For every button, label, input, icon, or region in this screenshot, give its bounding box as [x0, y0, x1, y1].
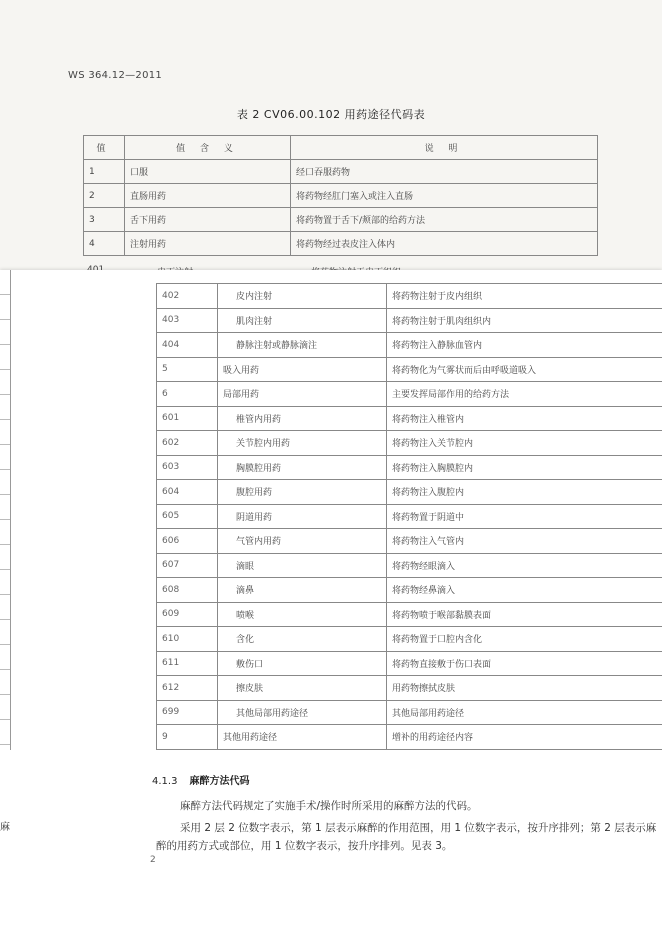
cell-description: 将药物喷于喉部黏膜表面	[387, 602, 662, 627]
cell-description: 将药物化为气雾状而后由呼吸道吸入	[387, 357, 662, 382]
cell-value: 4	[84, 232, 125, 256]
table-row	[157, 602, 662, 627]
cell-description: 将药物置于阴道中	[387, 504, 662, 529]
cell-meaning: 注射用药	[125, 232, 291, 256]
cell-value: 699	[157, 700, 218, 725]
cell-description: 主要发挥局部作用的给药方法	[387, 382, 662, 407]
cell-meaning: 椎管内用药	[218, 406, 387, 431]
cell-meaning: 关节腔内用药	[218, 431, 387, 456]
cell-value: 3	[84, 208, 125, 232]
cell-value: 1	[84, 160, 125, 184]
table-row	[157, 504, 662, 529]
cell-value: 402	[157, 284, 218, 309]
cell-description: 将药物经鼻滴入	[387, 578, 662, 603]
table-row	[157, 725, 662, 750]
left-edge-text: 麻	[0, 822, 10, 833]
table-header-row	[84, 136, 598, 160]
route-table-continued	[156, 283, 662, 750]
cell-meaning: 舌下用药	[125, 208, 291, 232]
table-row	[157, 676, 662, 701]
cell-description: 将药物注射于皮内组织	[387, 284, 662, 309]
cell-value: 9	[157, 725, 218, 750]
table-row	[84, 184, 598, 208]
cell-description: 其他局部用药途径	[387, 700, 662, 725]
cell-value: 606	[157, 529, 218, 554]
section-heading	[152, 772, 249, 787]
cell-description: 将药物注入气管内	[387, 529, 662, 554]
cell-meaning: 敷伤口	[218, 651, 387, 676]
background-sheet	[0, 0, 662, 275]
cell-value: 610	[157, 627, 218, 652]
cell-meaning: 皮内注射	[218, 284, 387, 309]
cell-meaning: 气管内用药	[218, 529, 387, 554]
cell-description: 将药物经眼滴入	[387, 553, 662, 578]
table-row	[157, 284, 662, 309]
table-row	[157, 308, 662, 333]
route-table-top	[83, 135, 598, 256]
cell-meaning: 肌肉注射	[218, 308, 387, 333]
table-row	[157, 357, 662, 382]
cell-value: 404	[157, 333, 218, 358]
table-row	[157, 333, 662, 358]
cell-description: 将药物注入关节腔内	[387, 431, 662, 456]
cell-description: 用药物擦拭皮肤	[387, 676, 662, 701]
cell-description: 经口吞服药物	[291, 160, 598, 184]
table-row	[157, 700, 662, 725]
table-row	[157, 553, 662, 578]
cell-value: 608	[157, 578, 218, 603]
cell-meaning: 腹腔用药	[218, 480, 387, 505]
table-row	[84, 208, 598, 232]
cell-description: 将药物注入腹腔内	[387, 480, 662, 505]
table-row	[157, 651, 662, 676]
cell-value: 612	[157, 676, 218, 701]
cell-description: 增补的用药途径内容	[387, 725, 662, 750]
cell-meaning: 其他用药途径	[218, 725, 387, 750]
table-row	[157, 382, 662, 407]
cell-meaning: 胸膜腔用药	[218, 455, 387, 480]
table-row	[157, 578, 662, 603]
paragraph-2-line-1: 采用 2 层 2 位数字表示，第 1 层表示麻醉的作用范围，用 1 位数字表示，按升序排列；第 2 层表示麻	[180, 822, 657, 834]
cell-meaning: 口服	[125, 160, 291, 184]
cell-meaning: 局部用药	[218, 382, 387, 407]
cell-value: 6	[157, 382, 218, 407]
cell-value: 609	[157, 602, 218, 627]
table-row	[84, 160, 598, 184]
table-row	[157, 431, 662, 456]
cell-value: 607	[157, 553, 218, 578]
left-edge-table	[0, 270, 11, 750]
cell-value: 601	[157, 406, 218, 431]
cell-value: 5	[157, 357, 218, 382]
cell-meaning: 阴道用药	[218, 504, 387, 529]
cell-meaning: 含化	[218, 627, 387, 652]
table-row	[157, 406, 662, 431]
cell-meaning: 直肠用药	[125, 184, 291, 208]
cell-description: 将药物注入胸膜腔内	[387, 455, 662, 480]
cell-description: 将药物经肛门塞入或注入直肠	[291, 184, 598, 208]
paragraph-2-line-2: 醉的用药方式或部位，用 1 位数字表示，按升序排列。见表 3。	[156, 840, 453, 852]
table-title: 表 2 CV06.00.102 用药途径代码表	[236, 108, 426, 121]
cell-meaning: 其他局部用药途径	[218, 700, 387, 725]
section-number: 4.1.3	[152, 776, 178, 787]
cell-meaning: 滴眼	[218, 553, 387, 578]
cell-description: 将药物注入静脉血管内	[387, 333, 662, 358]
cell-description: 将药物直接敷于伤口表面	[387, 651, 662, 676]
cell-meaning: 滴鼻	[218, 578, 387, 603]
cell-meaning: 擦皮肤	[218, 676, 387, 701]
paragraph-1: 麻醉方法代码规定了实施手术/操作时所采用的麻醉方法的代码。	[180, 800, 478, 812]
table-row	[157, 529, 662, 554]
page-number: 2	[150, 855, 156, 865]
cell-description: 将药物注射于肌肉组织内	[387, 308, 662, 333]
cell-value: 604	[157, 480, 218, 505]
table-row	[84, 232, 598, 256]
table-row	[157, 455, 662, 480]
standard-code: WS 364.12—2011	[68, 70, 163, 81]
cell-description: 将药物置于口腔内含化	[387, 627, 662, 652]
header-meaning: 值 含 义	[125, 136, 291, 160]
table-row	[157, 480, 662, 505]
cell-description: 将药物经过表皮注入体内	[291, 232, 598, 256]
cell-value: 603	[157, 455, 218, 480]
cell-meaning: 静脉注射或静脉滴注	[218, 333, 387, 358]
cell-description: 将药物注入椎管内	[387, 406, 662, 431]
cell-meaning: 喷喉	[218, 602, 387, 627]
cell-value: 611	[157, 651, 218, 676]
cell-value: 605	[157, 504, 218, 529]
cell-value: 2	[84, 184, 125, 208]
cell-value: 403	[157, 308, 218, 333]
table-row	[157, 627, 662, 652]
cell-value: 602	[157, 431, 218, 456]
cell-description: 将药物置于舌下/颊部的给药方法	[291, 208, 598, 232]
header-value: 值	[84, 136, 125, 160]
foreground-sheet	[0, 270, 662, 936]
section-title: 麻醉方法代码	[189, 776, 250, 787]
cell-meaning: 吸入用药	[218, 357, 387, 382]
header-description: 说 明	[291, 136, 598, 160]
